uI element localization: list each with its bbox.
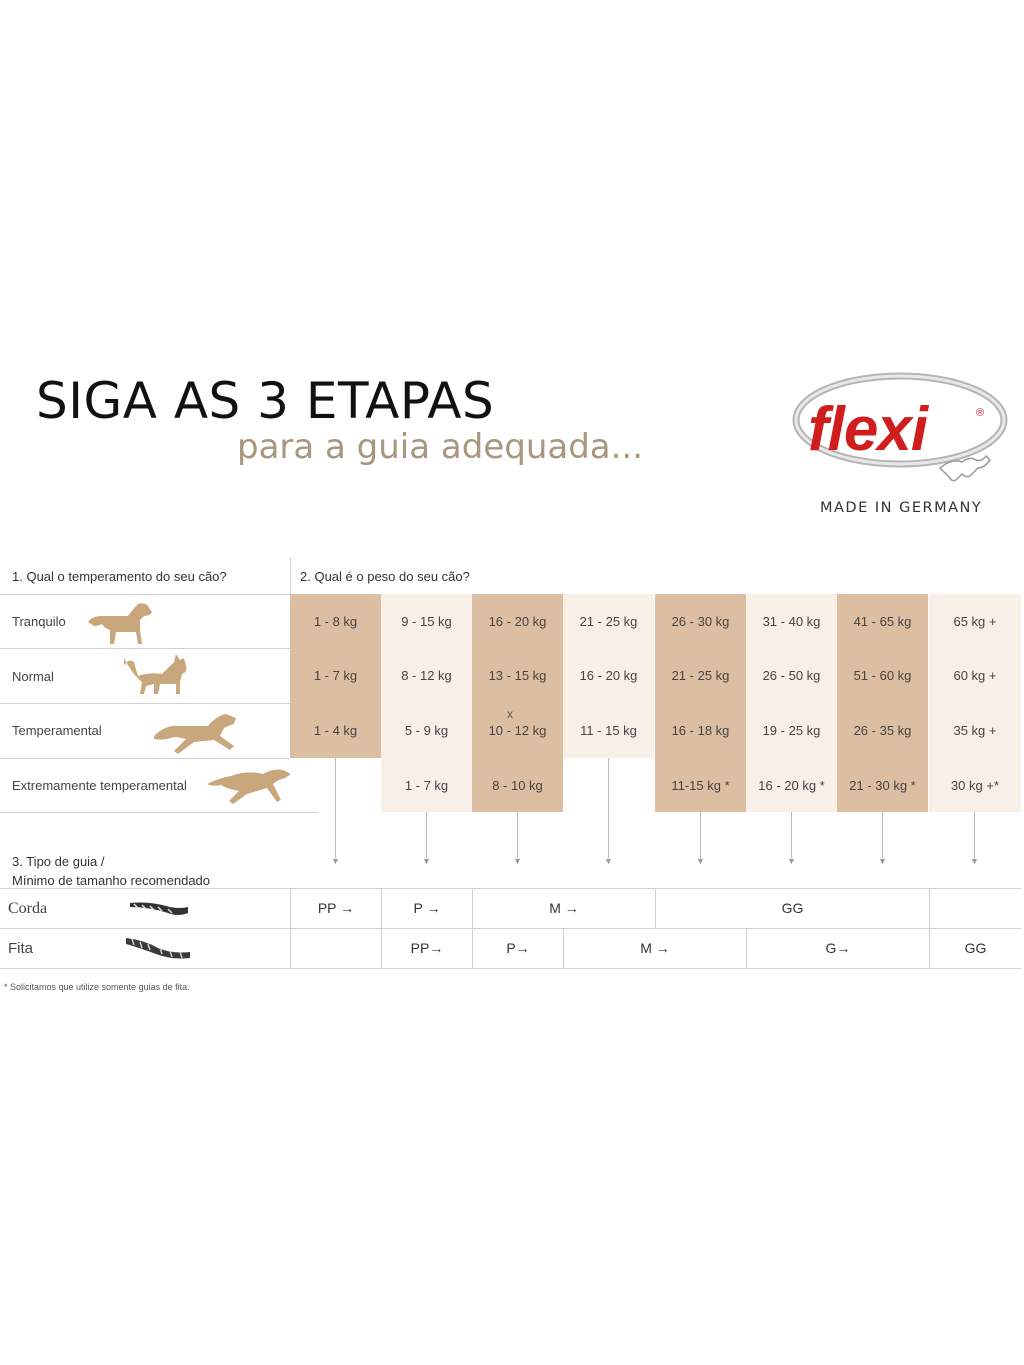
weight-cell: 16 - 20 kg bbox=[563, 648, 654, 703]
logo-registered-mark: ® bbox=[976, 407, 985, 419]
weight-cell: 26 - 30 kg bbox=[655, 594, 746, 649]
weight-cell: 19 - 25 kg bbox=[746, 703, 837, 758]
temperament-label-extremamente: Extremamente temperamental bbox=[12, 778, 187, 793]
arrow-line bbox=[608, 758, 609, 858]
weight-cell: 11-15 kg * bbox=[655, 758, 746, 812]
arrow-line bbox=[517, 812, 518, 858]
corda-size-gg: GG bbox=[655, 888, 929, 928]
weight-cell: 21 - 25 kg bbox=[563, 594, 654, 649]
weight-cell: 16 - 18 kg bbox=[655, 703, 746, 758]
weight-cell: 8 - 10 kg bbox=[472, 758, 563, 812]
step1-question: 1. Qual o temperamento do seu cão? bbox=[12, 569, 227, 584]
corda-size-p: P → bbox=[381, 888, 472, 928]
logo-wordmark: flexi bbox=[808, 395, 928, 464]
step3-question-line1: 3. Tipo de guia / bbox=[12, 854, 105, 869]
arrow-line bbox=[791, 812, 792, 858]
temperament-label-normal: Normal bbox=[12, 669, 54, 684]
weight-cell: 21 - 30 kg * bbox=[837, 758, 928, 812]
weight-cell: 1 - 7 kg bbox=[381, 758, 472, 812]
corda-size-pp: PP → bbox=[290, 888, 381, 928]
weight-cell: 26 - 35 kg bbox=[837, 703, 928, 758]
fita-size-m: M → bbox=[563, 928, 746, 968]
guide-label-fita: Fita bbox=[8, 940, 34, 957]
arrow-line bbox=[335, 758, 336, 858]
made-in-germany: MADE IN GERMANY bbox=[820, 500, 983, 516]
arrow-line bbox=[426, 812, 427, 858]
arrow-line bbox=[974, 812, 975, 858]
fita-size-pp: PP→ bbox=[381, 928, 472, 968]
guide-label-corda: Corda bbox=[8, 900, 48, 917]
weight-cell: 5 - 9 kg bbox=[381, 703, 472, 758]
normal-dog-icon bbox=[120, 652, 196, 702]
weight-cell: 30 kg +* bbox=[929, 758, 1021, 812]
corda-size-m: M → bbox=[472, 888, 655, 928]
fita-size-g: G→ bbox=[746, 928, 929, 968]
sprinting-dog-icon bbox=[205, 764, 295, 806]
step2-question: 2. Qual é o peso do seu cão? bbox=[300, 569, 470, 584]
fita-size-gg: GG bbox=[929, 928, 1021, 968]
weight-cell: 13 - 15 kg bbox=[472, 648, 563, 703]
weight-cell: 51 - 60 kg bbox=[837, 648, 928, 703]
page-title: SIGA AS 3 ETAPAS bbox=[36, 372, 495, 430]
arrow-head-icon: ▼ bbox=[787, 856, 796, 866]
weight-cell: 9 - 15 kg bbox=[381, 594, 472, 649]
guide-table-border-bottom bbox=[0, 968, 1021, 969]
weight-cell: 1 - 8 kg bbox=[290, 594, 381, 649]
row-divider bbox=[0, 703, 318, 704]
temperament-label-tranquilo: Tranquilo bbox=[12, 614, 66, 629]
page-subtitle: para a guia adequada... bbox=[237, 427, 644, 467]
row-divider bbox=[0, 812, 318, 813]
weight-cell: 1 - 4 kg bbox=[290, 703, 381, 758]
cord-leash-icon bbox=[128, 897, 190, 919]
weight-cell: 41 - 65 kg bbox=[837, 594, 928, 649]
step3-question bbox=[12, 852, 210, 890]
weight-cell: 31 - 40 kg bbox=[746, 594, 837, 649]
weight-cell: 65 kg + bbox=[929, 594, 1021, 649]
arrow-head-icon: ▼ bbox=[696, 856, 705, 866]
tape-leash-icon bbox=[124, 934, 194, 960]
step3-question-line2: Mínimo de tamanho recomendado bbox=[12, 873, 211, 888]
weight-cell: 1 - 7 kg bbox=[290, 648, 381, 703]
weight-cell: 10 - 12 kg bbox=[472, 703, 563, 758]
weight-cell: 16 - 20 kg bbox=[472, 594, 563, 649]
arrow-head-icon: ▼ bbox=[422, 856, 431, 866]
calm-dog-icon bbox=[82, 600, 154, 648]
arrow-head-icon: ▼ bbox=[878, 856, 887, 866]
weight-cell: 35 kg + bbox=[929, 703, 1021, 758]
arrow-head-icon: ▼ bbox=[970, 856, 979, 866]
row-divider bbox=[0, 758, 318, 759]
weight-cell: 16 - 20 kg * bbox=[746, 758, 837, 812]
arrow-line bbox=[882, 812, 883, 858]
weight-cell: 8 - 12 kg bbox=[381, 648, 472, 703]
weight-cell: 60 kg + bbox=[929, 648, 1021, 703]
header-divider bbox=[290, 557, 291, 594]
weight-cell: 11 - 15 kg bbox=[563, 703, 654, 758]
weight-cell: 21 - 25 kg bbox=[655, 648, 746, 703]
arrow-head-icon: ▼ bbox=[604, 856, 613, 866]
temperament-label-temperamental: Temperamental bbox=[12, 723, 102, 738]
selection-mark: x bbox=[507, 707, 513, 721]
footnote: * Solicitamos que utilize somente guias de fita. bbox=[4, 982, 190, 992]
weight-cell: 26 - 50 kg bbox=[746, 648, 837, 703]
arrow-head-icon: ▼ bbox=[331, 856, 340, 866]
fita-size-empty bbox=[290, 928, 381, 968]
row-divider bbox=[0, 648, 318, 649]
running-dog-icon bbox=[152, 710, 242, 756]
corda-size-empty bbox=[929, 888, 1021, 928]
fita-size-p: P→ bbox=[472, 928, 563, 968]
arrow-head-icon: ▼ bbox=[513, 856, 522, 866]
row-divider bbox=[0, 594, 318, 595]
arrow-line bbox=[700, 812, 701, 858]
